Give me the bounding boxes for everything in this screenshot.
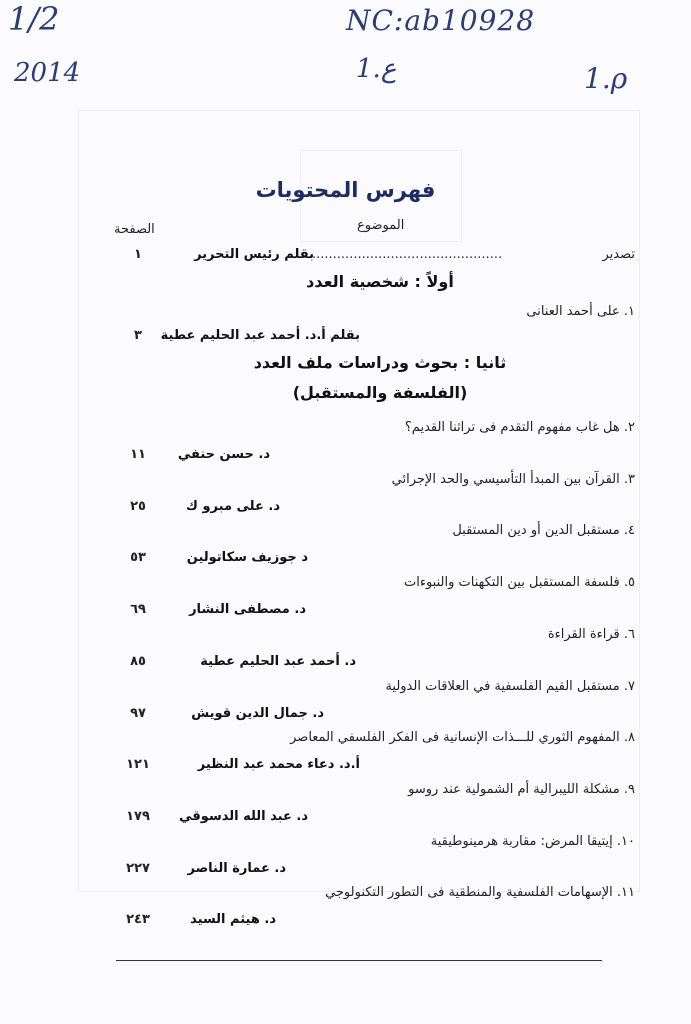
toc-item-6: ٦. قراءة القراءة <box>547 627 635 642</box>
toc-item-2: ٢. هل غاب مفهوم التقدم فى تراثنا القديم؟ <box>404 420 635 435</box>
handwritten-volume-right: 1.ρ <box>584 62 628 95</box>
toc-author-1: بقلم أ.د. أحمد عبد الحليم عطية <box>160 328 360 343</box>
toc-page-10: ٢٢٧ <box>126 861 150 876</box>
toc-item-9: ٩. مشكلة الليبرالية أم الشمولية عند روسو <box>408 782 635 797</box>
toc-page-9: ١٧٩ <box>126 809 150 824</box>
toc-page-7: ٩٧ <box>130 706 146 721</box>
toc-page-4: ٥٣ <box>130 550 146 565</box>
toc-author-2: د. حسن حنفي <box>177 447 270 462</box>
toc-page-2: ١١ <box>130 447 146 462</box>
toc-author-9: د. عبد الله الدسوقي <box>179 809 308 824</box>
toc-author-8: أ.د. دعاء محمد عبد النظير <box>197 757 360 772</box>
handwritten-volume-left: 1.ع <box>356 54 397 84</box>
preface-dots: .............................................. <box>312 247 503 262</box>
column-header-page: الصفحة <box>114 222 155 237</box>
toc-author-7: د. جمال الدين قويش <box>191 706 324 721</box>
toc-page-3: ٢٥ <box>130 499 146 514</box>
toc-page-1: ٣ <box>134 328 142 343</box>
toc-author-11: د. هيثم السيد <box>190 912 276 927</box>
toc-page-11: ٢٤٣ <box>126 912 150 927</box>
preface-page: ١ <box>134 247 142 262</box>
toc-page-6: ٨٥ <box>130 654 146 669</box>
toc-page-8: ١٢١ <box>126 757 150 772</box>
toc-item-3: ٣. القرآن بين المبدأ التأسيسي والحد الإجرائي <box>391 472 635 487</box>
toc-item-11: ١١. الإسهامات الفلسفية والمنطقية فى التطور التكنولوجي <box>325 885 635 900</box>
toc-item-7: ٧. مستقبل القيم الفلسفية في العلاقات الدولية <box>385 679 635 694</box>
toc-item-5: ٥. فلسفة المستقبل بين التكهنات والنبوءات <box>404 575 635 590</box>
toc-author-5: د. مصطفى النشار <box>189 602 306 617</box>
handwritten-page-mark: 1/2 <box>8 0 60 38</box>
handwritten-year: 2014 <box>14 58 81 88</box>
toc-item-8: ٨. المفهوم الثوري للـــذات الإنسانية فى الفكر الفلسفي المعاصر <box>290 730 635 745</box>
toc-item-1: ١. على أحمد العنانى <box>526 304 635 319</box>
toc-page-5: ٦٩ <box>130 602 146 617</box>
toc-author-10: د. عمارة الناصر <box>187 861 286 876</box>
section-2-title: ثانيا : بحوث ودراسات ملف العدد <box>253 353 507 372</box>
section-1-title: أولاً : شخصية العدد <box>306 272 454 291</box>
bottom-divider <box>116 960 602 961</box>
toc-item-4: ٤. مستقبل الدين أو دين المستقبل <box>452 523 635 538</box>
section-2-subtitle: (الفلسفة والمستقبل) <box>292 383 468 402</box>
page-title: فهرس المحتويات <box>255 178 436 202</box>
column-header-topic: الموضوع <box>357 218 405 233</box>
preface-label: تصدير <box>602 247 635 262</box>
toc-item-10: ١٠. إيتيقا المرض: مقاربة هرمينوطيقية <box>430 834 635 849</box>
handwritten-call-number: NC:ab10928 <box>346 4 536 37</box>
toc-author-6: د. أحمد عبد الحليم عطية <box>200 654 356 669</box>
toc-author-4: د جوزيف سكاتولين <box>186 550 308 565</box>
preface-author: بقلم رئيس التحرير <box>194 247 314 262</box>
toc-author-3: د. على مبرو ك <box>186 499 280 514</box>
